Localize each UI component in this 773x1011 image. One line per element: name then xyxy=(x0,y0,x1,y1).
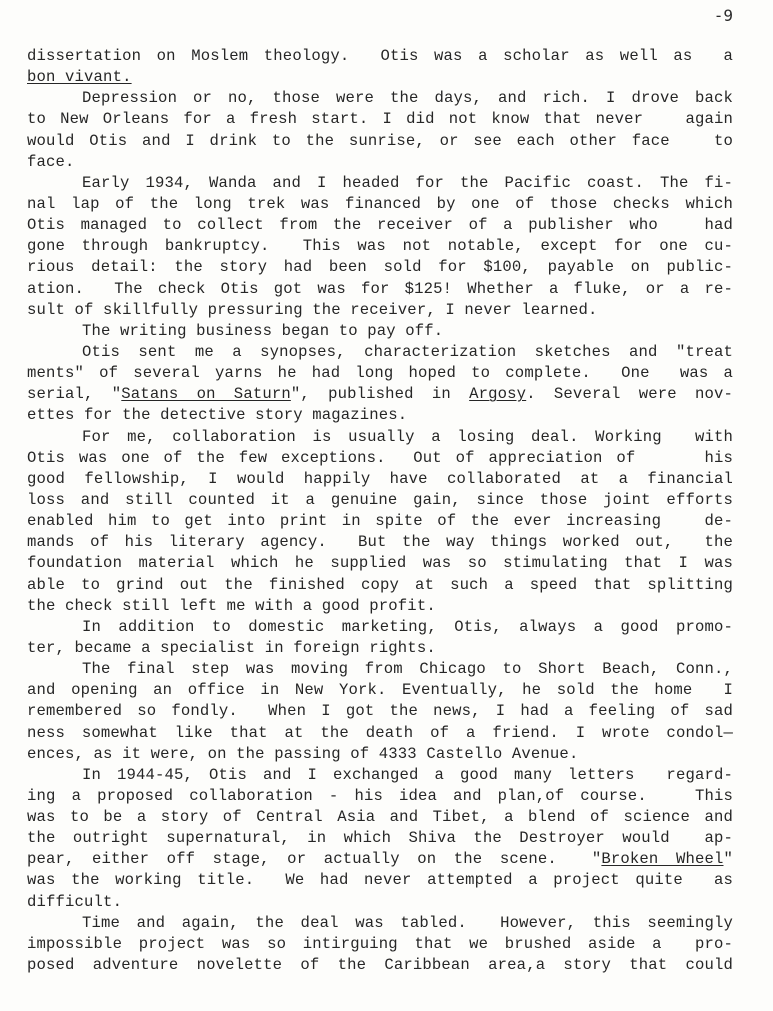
text-line xyxy=(27,913,733,934)
text-segment: " xyxy=(723,850,733,869)
text-segment: gone through bankruptcy. This was not notable, except for one cu- xyxy=(27,237,733,256)
text-segment: Time and again, the deal was tabled. However, this seemingly xyxy=(82,913,733,932)
text-segment: sult of skillfully pressuring the receiver, I never learned. xyxy=(27,300,598,319)
text-segment: was the working title. We had never attempted a project quite as xyxy=(27,871,733,890)
text-segment: ments" of several yarns he had long hoped to complete. One was a xyxy=(27,364,733,383)
text-segment: ettes for the detective story magazines. xyxy=(27,406,408,425)
text-line xyxy=(27,448,733,469)
text-segment: to New Orleans for a fresh start. I did not know that never again xyxy=(27,110,733,129)
text-segment: Early 1934, Wanda and I headed for the Pacific coast. The fi- xyxy=(82,173,733,192)
underlined-title: Argosy xyxy=(469,385,527,404)
text-segment: ing a proposed collaboration - his idea and plan,of course. This xyxy=(27,786,733,805)
text-segment: ness somewhat like that at the death of a friend. I wrote condol— xyxy=(27,723,733,742)
text-line xyxy=(27,88,733,109)
text-line xyxy=(27,427,733,448)
text-line xyxy=(27,215,733,236)
text-segment: remembered so fondly. When I got the news, I had a feeling of sad xyxy=(27,702,733,721)
underlined-title: bon vivant. xyxy=(27,68,132,87)
text-line xyxy=(27,786,733,807)
text-segment: ", published in xyxy=(290,385,470,404)
text-segment: difficult. xyxy=(27,892,123,911)
text-line xyxy=(27,701,733,722)
text-line xyxy=(27,236,733,257)
text-line xyxy=(27,67,733,88)
text-segment: ences, as it were, on the passing of 4333 Castello Avenue. xyxy=(27,744,579,763)
text-line xyxy=(27,405,733,426)
text-line xyxy=(27,279,733,300)
text-line xyxy=(27,723,733,744)
text-segment: posed adventure novelette of the Caribbean area,a story that could xyxy=(27,956,733,975)
text-segment: good fellowship, I would happily have collaborated at a financial xyxy=(27,469,733,488)
text-line xyxy=(27,680,733,701)
text-line xyxy=(27,511,733,532)
text-line xyxy=(27,46,733,67)
text-segment: and opening an office in New York. Eventually, he sold the home I xyxy=(27,681,733,700)
underlined-title: Satans on Saturn xyxy=(121,385,291,404)
text-segment: For me, collaboration is usually a losing deal. Working with xyxy=(82,427,733,446)
text-line xyxy=(27,934,733,955)
text-line xyxy=(27,300,733,321)
text-segment: enabled him to get into print in spite of the ever increasing de- xyxy=(27,512,733,531)
text-line xyxy=(27,384,733,405)
text-segment: ation. The check Otis got was for $125! Whether a fluke, or a re- xyxy=(27,279,733,298)
text-line xyxy=(27,363,733,384)
text-segment: Otis sent me a synopses, characterization sketches and "treat xyxy=(82,342,733,361)
text-segment: mands of his literary agency. But the way things worked out, the xyxy=(27,533,733,552)
text-segment: The final step was moving from Chicago to Short Beach, Conn., xyxy=(82,660,733,679)
text-line xyxy=(27,828,733,849)
text-line xyxy=(27,342,733,363)
underlined-title: Broken Wheel xyxy=(601,850,724,869)
text-segment: rious detail: the story had been sold for $100, payable on public- xyxy=(27,258,733,277)
text-segment: Otis managed to collect from the receiver of a publisher who had xyxy=(27,216,733,235)
text-line xyxy=(27,659,733,680)
text-line xyxy=(27,617,733,638)
text-line xyxy=(27,870,733,891)
text-segment: Otis was one of the few exceptions. Out of appreciation of his xyxy=(27,448,733,467)
text-segment: dissertation on Moslem theology. Otis was a scholar as well as a xyxy=(27,47,733,65)
text-line xyxy=(27,849,733,870)
text-line xyxy=(27,532,733,553)
text-segment: the outright supernatural, in which Shiva the Destroyer would ap- xyxy=(27,829,733,848)
text-line xyxy=(27,744,733,765)
text-segment: loss and still counted it a genuine gain, since those joint efforts xyxy=(27,490,733,509)
text-line xyxy=(27,490,733,511)
text-line xyxy=(27,955,733,976)
text-segment: Depression or no, those were the days, and rich. I drove back xyxy=(82,89,733,108)
text-line xyxy=(27,765,733,786)
text-segment: foundation material which he supplied was so stimulating that I was xyxy=(27,554,733,573)
text-line xyxy=(27,173,733,194)
text-line xyxy=(27,152,733,173)
text-segment: face. xyxy=(27,152,75,171)
text-segment: nal lap of the long trek was financed by one of those checks which xyxy=(27,194,733,213)
text-segment: would Otis and I drink to the sunrise, or see each other face to xyxy=(27,131,733,150)
text-line xyxy=(27,638,733,659)
text-line xyxy=(27,194,733,215)
body-text xyxy=(27,46,733,976)
text-segment: The writing business began to pay off. xyxy=(82,321,444,340)
text-segment: was to be a story of Central Asia and Tibet, a blend of science and xyxy=(27,808,733,827)
text-line xyxy=(27,575,733,596)
text-segment: able to grind out the finished copy at such a speed that splitting xyxy=(27,575,733,594)
text-segment: pear, either off stage, or actually on the scene. " xyxy=(27,850,602,869)
text-segment: In 1944-45, Otis and I exchanged a good many letters regard- xyxy=(82,765,733,784)
text-line xyxy=(27,553,733,574)
text-line xyxy=(27,807,733,828)
text-segment: In addition to domestic marketing, Otis, always a good promo- xyxy=(82,617,733,636)
text-line xyxy=(27,892,733,913)
text-line xyxy=(27,321,733,342)
text-segment: the check still left me with a good profit. xyxy=(27,596,436,615)
text-segment: ter, became a specialist in foreign rights. xyxy=(27,638,436,657)
page-number: -9 xyxy=(713,6,733,25)
text-segment: serial, " xyxy=(27,385,122,404)
text-line xyxy=(27,257,733,278)
text-line xyxy=(27,596,733,617)
text-line xyxy=(27,131,733,152)
text-segment: impossible project was so intirguing that we brushed aside a pro- xyxy=(27,934,733,953)
text-segment: . Several were nov- xyxy=(526,385,733,404)
text-line xyxy=(27,109,733,130)
text-line xyxy=(27,469,733,490)
